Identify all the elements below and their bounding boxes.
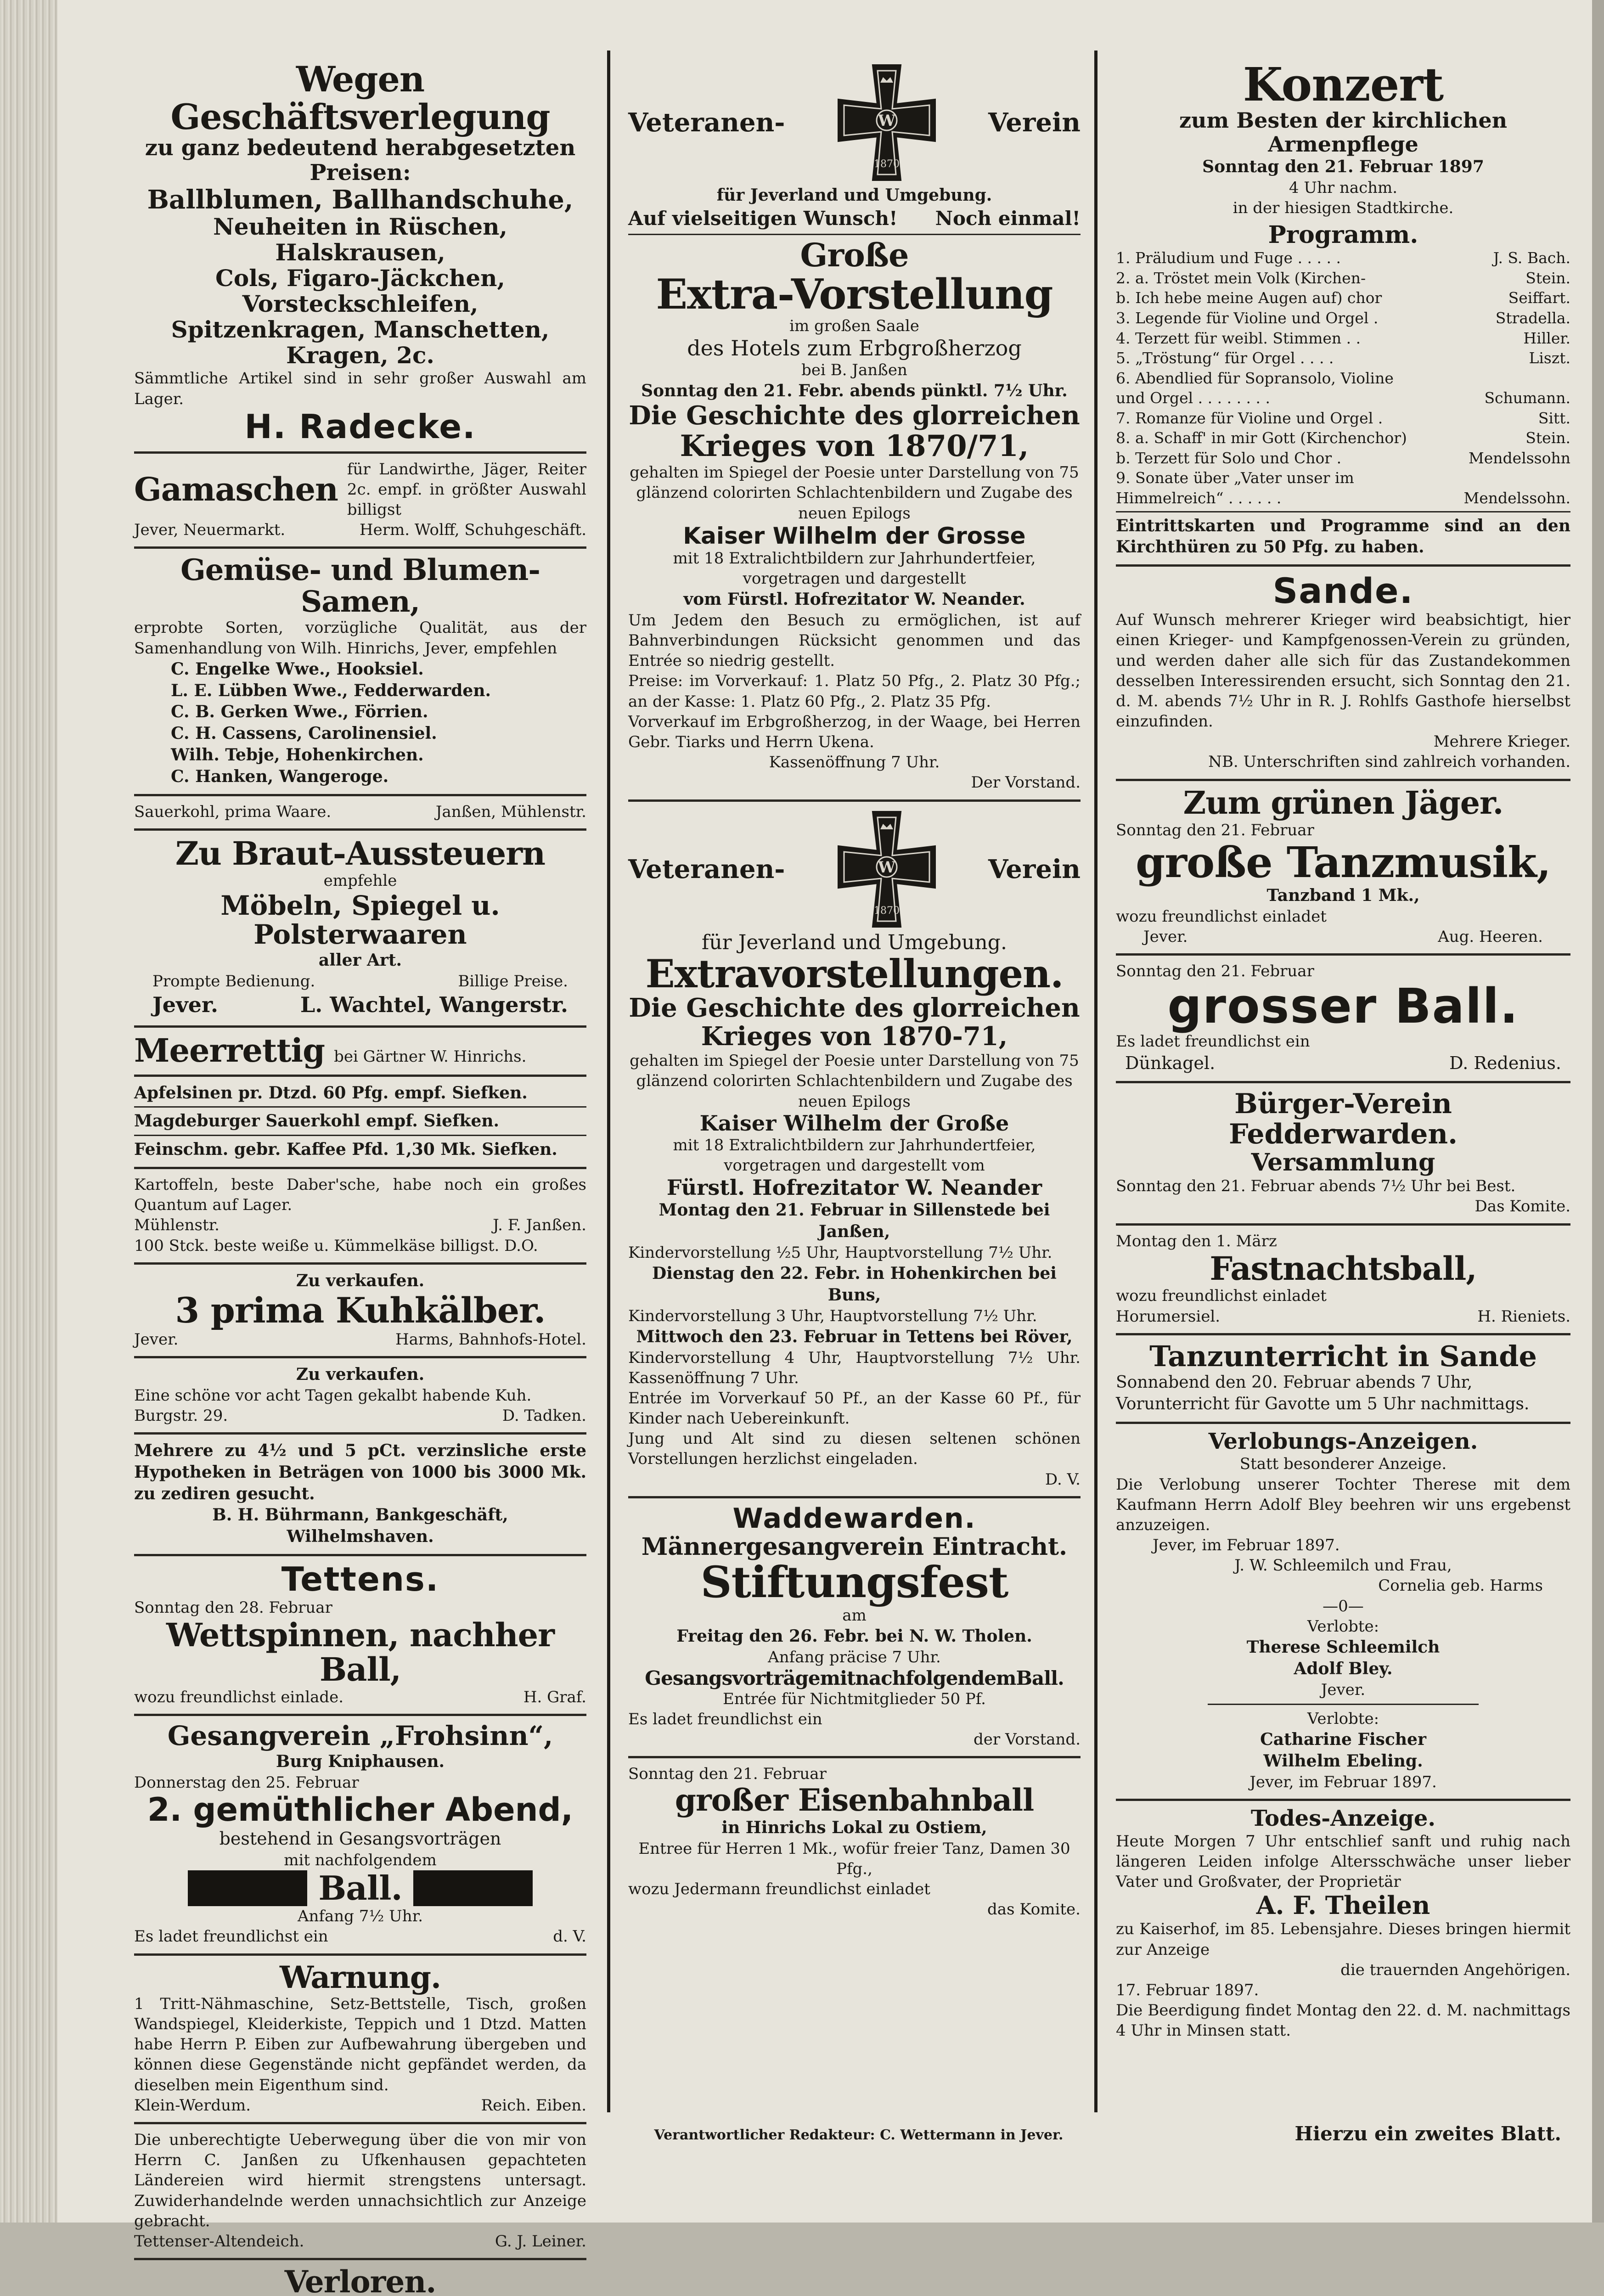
ad-main: Möbeln, Spiegel u. Polsterwaaren [220, 889, 500, 951]
ad-times: Kindervorstellung ½5 Uhr, Hauptvorstellung 7½ Uhr. [628, 1243, 1052, 1262]
ad-fastnachtsball [1116, 1226, 1570, 1335]
ad-text: Die Beerdigung findet Montag den 22. d. M. nachmittags 4 Uhr in Minsen statt. [1116, 2001, 1570, 2040]
ad-big: Extra-Vorstellung [656, 270, 1053, 319]
ad-signature: Der Vorstand. [971, 773, 1081, 792]
ad-signature: der Vorstand. [974, 1730, 1081, 1749]
ad-text: mit 18 Extralichtbildern zur Jahrhundertfeier, vorgetragen und dargestellt [673, 549, 1036, 588]
dealer-item: C. Hanken, Wangeroge. [171, 766, 389, 786]
ad-band: Tanzband 1 Mk., [1266, 885, 1420, 905]
ad-item: Ballblumen, Ballhandschuhe, [147, 184, 574, 215]
ad-text: 1 Tritt-Nähmaschine, Setz-Bettstelle, Tisch, großen Wandspiegel, Kleiderkiste, Teppich und 1 Dtzd. Matten habe Herrn P. Eiben zur Aufbewahrung übergeben und können diese Gegenstände nicht gepfändet werden, da dieselben mein Eigenthum sind. [134, 1994, 586, 2094]
ad-signature: Cornelia geb. Harms [1378, 1576, 1543, 1595]
ad-title: Wegen Geschäftsverlegung [170, 59, 550, 138]
ad-name: A. F. Theilen [1256, 1891, 1430, 1920]
svg-text:W: W [878, 112, 895, 130]
ad-place: Jever. [152, 992, 219, 1018]
ad-title: Waddewarden. [732, 1502, 976, 1535]
ad-text: Entree für Herren 1 Mk., wofür freier Tanz, Damen 30 Pfg., [638, 1839, 1070, 1878]
ad-place: bei B. Janßen [801, 361, 907, 380]
ad-signature: J. F. Janßen. [493, 1216, 586, 1235]
iron-cross-icon [827, 807, 946, 931]
ad-samen [134, 549, 586, 796]
program-item: 8. a. Schaff' in mir Gott (Kirchenchor) Stein. [1116, 429, 1570, 447]
ad-text: bestehend in Gesangsvorträgen [219, 1828, 501, 1849]
program-item: 5. „Tröstung“ für Orgel . . . . Liszt. [1116, 349, 1570, 367]
ad-title: Todes-Anzeige. [1250, 1805, 1436, 1831]
dealer-item: C. B. Gerken Wwe., Förrien. [171, 702, 428, 722]
ad-big: große Tanzmusik, [1136, 838, 1551, 888]
ad-frohsinn [134, 1716, 586, 1955]
ad-signature: Mehrere Krieger. [1433, 732, 1570, 751]
ad-title: Die Geschichte des glorreichen [629, 993, 1080, 1024]
ad-club: Männergesangverein Eintracht. [641, 1532, 1068, 1561]
ad-text: zu Kaiserhof, im 85. Lebensjahre. Dieses bringen hiermit zur Anzeige [1116, 1920, 1570, 1959]
ad-title: 3 prima Kuhkälber. [175, 1289, 546, 1331]
ad-text: Mehrere zu 4½ und 5 pCt. verzinsliche erste Hypotheken in Beträgen von 1000 bis 3000 Mk. zu zediren gesucht. [134, 1441, 586, 1503]
program-item: 3. Legende für Violine und Orgel . Stradella. [1116, 309, 1570, 327]
ad-title: Gemüse- und Blumen-Samen, [180, 553, 540, 619]
ad-region: für Jeverland und Umgebung. [702, 930, 1007, 954]
column-right [1116, 55, 1570, 2048]
ad-title: Tettens. [281, 1559, 439, 1598]
ad-signature: B. H. Bührmann, Bankgeschäft, [212, 1505, 508, 1525]
ad-place: Burg Kniphausen. [276, 1752, 445, 1772]
program-item: 6. Abendlied für Sopransolo, Violine [1116, 369, 1394, 387]
ad-big: Stiftungsfest [700, 1557, 1008, 1608]
ad-invite: wozu freundlichst einladet [1116, 907, 1327, 926]
ad-performer: vom Fürstl. Hofrezitator W. Neander. [683, 590, 1025, 609]
ad-signature: J. W. Schleemilch und Frau, [1234, 1556, 1452, 1575]
ad-warnung [134, 1956, 586, 2124]
ad-ball: Ball. [318, 1868, 402, 1908]
ad-title: Zum grünen Jäger. [1183, 784, 1503, 822]
ad-text: bei Gärtner W. Hinrichs. [334, 1047, 527, 1066]
program-title: Programm. [1268, 221, 1418, 249]
ad-signature: H. Rieniets. [1477, 1307, 1570, 1326]
ad-big: Große [800, 236, 909, 275]
ad-subtitle: zu ganz bedeutend herabgesetzten Preisen: [145, 135, 576, 186]
ad-sub: Versammlung [1251, 1148, 1435, 1177]
ad-region: für Jeverland und Umgebung. [716, 186, 992, 205]
ad-name: Adolf Bley. [1294, 1659, 1393, 1678]
ad-signature: D. Redenius. [1449, 1052, 1561, 1073]
ad-cry: Auf vielseitigen Wunsch! [628, 207, 898, 230]
ad-signature: L. Wachtel, Wangerstr. [300, 992, 568, 1018]
ad-signature: H. Graf. [523, 1688, 586, 1707]
program-item: 9. Sonate über „Vater unser im [1116, 469, 1354, 487]
editor-line: Verantwortlicher Redakteur: C. Wettermann in Jever. [654, 2127, 1064, 2143]
ad-title: Meerrettig [134, 1031, 325, 1069]
ad-signature: Aug. Heeren. [1438, 927, 1543, 946]
ad-place: Jever. [1321, 1680, 1366, 1699]
ad-signature: Janßen, Mühlenstr. [435, 802, 586, 821]
ad-verlobung [1116, 1424, 1570, 1801]
ad-veteranen-2 [628, 802, 1081, 1498]
ad-line: GesangsvorträgemitnachfolgendemBall. [645, 1666, 1064, 1689]
ad-sande [1116, 567, 1570, 781]
ad-note: NB. Unterschriften sind zahlreich vorhanden. [1208, 753, 1570, 771]
ad-text: gehalten im Spiegel der Poesie unter Darstellung von 75 glänzend colorirten Schlachtenbildern und Zugabe des neuen Epilogs [630, 463, 1079, 523]
ad-text: erprobte Sorten, vorzügliche Qualität, aus der Samenhandlung von Wilh. Hinrichs, Jever, empfehlen [134, 619, 586, 658]
ad-title: Gesangverein „Frohsinn“, [167, 1720, 553, 1752]
ad-sub: aller Art. [318, 951, 402, 970]
ad-grosser-ball [1116, 956, 1570, 1083]
black-rule [188, 1870, 307, 1906]
ad-date: Sonntag den 21. Februar 1897 [1202, 157, 1484, 177]
column-middle [628, 55, 1081, 1926]
ad-title: Verlobungs-Anzeigen. [1208, 1428, 1478, 1454]
dealer-item: Wilh. Tebje, Hohenkirchen. [171, 745, 424, 765]
ad-title: Krieges von 1870-71, [701, 1021, 1008, 1052]
ad-konzert [1116, 55, 1570, 567]
ad-kaiser: Kaiser Wilhelm der Große [699, 1110, 1009, 1136]
ad-title: Zu Braut-Aussteuern [175, 834, 546, 872]
ad-date: Sonntag den 21. Februar [1116, 962, 1314, 981]
ad-prices: Preise: im Vorverkauf: 1. Platz 50 Pfg., 2. Platz 30 Pfg.; an der Kasse: 1. Platz 60 Pfg., 2. Platz 35 Pfg. [628, 672, 1081, 711]
page-stack-edge [0, 0, 57, 2223]
ad-signature: Harms, Bahnhofs-Hotel. [395, 1330, 586, 1349]
ad-signature: Wilhelmshaven. [287, 1527, 434, 1547]
ad-date: Freitag den 26. Febr. bei N. W. Tholen. [676, 1626, 1032, 1646]
ad-item: Neuheiten in Rüschen, Halskrausen, [213, 213, 507, 266]
page-right-edge [1592, 0, 1604, 2223]
ad-signature: Das Komite. [1475, 1197, 1570, 1216]
iron-cross-icon [827, 61, 946, 185]
ad-main: 2. gemüthlicher Abend, [147, 1791, 574, 1829]
ad-text: Prompte Bedienung. [152, 972, 315, 990]
ad-title: Krieges von 1870/71, [680, 428, 1029, 463]
ad-text: Sonntag den 21. Februar abends 7½ Uhr bei Best. [1116, 1177, 1516, 1196]
ad-label: Verlobte: [1307, 1709, 1379, 1728]
ad-signature: d. V. [553, 1927, 586, 1946]
ad-big: Extravorstellungen. [645, 951, 1064, 996]
ad-big: grosser Ball. [1167, 978, 1519, 1035]
ad-invite: Es ladet freundlichst ein [628, 1710, 822, 1728]
ad-signature: D. V. [1045, 1470, 1081, 1489]
ad-kartoffeln [134, 1169, 586, 1265]
ad-title: Bürger-Verein Fedderwarden. [1229, 1088, 1458, 1151]
program-item: 4. Terzett für weibl. Stimmen . . Hiller. [1116, 329, 1570, 347]
ad-text: Eine schöne vor acht Tagen gekalbt habende Kuh. [134, 1386, 532, 1405]
ad-wachtel [134, 831, 586, 1028]
ad-todes [1116, 1801, 1570, 2048]
ad-place: Jever, im Februar 1897. [1153, 1536, 1340, 1555]
ad-place: Jever. [134, 1330, 179, 1349]
ad-signature: H. Radecke. [244, 407, 476, 446]
ad-date: Montag den 1. März [1116, 1232, 1277, 1250]
ad-sauerkohl [134, 796, 586, 831]
ad-main: Wettspinnen, nachher Ball, [166, 1615, 555, 1689]
ad-invite: wozu freundlichst einladet [1116, 1287, 1327, 1306]
ad-date: Sonntag den 21. Februar [628, 1765, 827, 1784]
ad-veteranen-1 [628, 55, 1081, 802]
ad-entree: Entrée im Vorverkauf 50 Pf., an der Kasse 60 Pf., für Kinder nach Uebereinkunft. [628, 1389, 1081, 1428]
ad-kuhkaelber [134, 1265, 586, 1358]
ad-invite: wozu Jedermann freundlichst einladet [628, 1880, 930, 1898]
ad-text: Heute Morgen 7 Uhr entschlief sanft und ruhig nach längeren Leiden infolge Altersschwäche unser lieber Vater und Großvater, der Proprietär [1116, 1832, 1570, 1891]
ad-title: Sande. [1272, 570, 1414, 612]
ad-item: Cols, Figaro-Jäckchen, Vorsteckschleifen, [215, 264, 505, 318]
ad-waddewarden [628, 1498, 1081, 1758]
ad-times: Kindervorstellung 3 Uhr, Hauptvorstellung 7½ Uhr. [628, 1306, 1037, 1325]
ad-title: Tanzunterricht in Sande [1149, 1339, 1537, 1373]
ad-text: Kartoffeln, beste Daber'sche, habe noch ein großes Quantum auf Lager. [134, 1175, 586, 1215]
ad-text: Sauerkohl, prima Waare. [134, 802, 332, 821]
ad-big: großer Eisenbahnball [675, 1782, 1034, 1818]
ad-text: Anfang 7½ Uhr. [297, 1907, 423, 1926]
second-sheet-note: Hierzu ein zweites Blatt. [1294, 2122, 1561, 2145]
ad-title: Warnung. [279, 1959, 441, 1995]
ad-item: Spitzenkragen, Manschetten, Kragen, 2c. [171, 316, 550, 369]
ad-signature: G. J. Leiner. [495, 2232, 586, 2251]
ad-text: wozu freundlichst einlade. [134, 1688, 344, 1707]
ad-line: Apfelsinen pr. Dtzd. 60 Pfg. empf. Siefken. [134, 1083, 528, 1103]
ad-title-right: Verein [988, 854, 1081, 884]
ad-date: Sonntag den 21. Februar [1116, 821, 1314, 840]
ad-text: gehalten im Spiegel der Poesie unter Darstellung von 75 glänzend colorirten Schlachtenbildern und Zugabe des neuen Epilogs [630, 1052, 1079, 1111]
ad-big: Fastnachtsball, [1210, 1249, 1477, 1288]
ad-sub: Statt besonderer Anzeige. [1239, 1455, 1447, 1474]
ad-title-left: Veteranen- [628, 107, 785, 138]
program-item: 7. Romanze für Violine und Orgel . Sitt. [1116, 409, 1570, 427]
ad-signature: Reich. Eiben. [481, 2096, 586, 2115]
cross-year: 1870 [873, 158, 900, 170]
ad-verloren [134, 2260, 586, 2296]
ad-text: Auf Wunsch mehrerer Krieger wird beabsichtigt, hier einen Krieger- und Kampfgenossen-Verein zu gründen, und werden daher alle sich für das Zustandekommen desselben Interessirenden ersucht, sich Sonntag den 21. d. M. abends 7½ Uhr in R. J. Rohlfs Gasthofe hierselbst einzufinden. [1116, 611, 1570, 731]
ad-date: Sonntag den 28. Februar [134, 1598, 332, 1617]
program-list [1116, 248, 1570, 508]
ad-name: Wilhelm Ebeling. [1263, 1751, 1423, 1771]
ad-tadken [134, 1358, 586, 1435]
ad-date: Montag den 21. Februar in Sillenstede bei Janßen, [658, 1200, 1050, 1241]
program-item: 2. a. Tröstet mein Volk (Kirchen- Stein. [1116, 269, 1570, 287]
ad-cry: Noch einmal! [935, 207, 1081, 230]
ad-radecke [134, 55, 586, 454]
program-item: und Orgel . . . . . . . . Schumann. [1116, 389, 1570, 407]
ad-place: Dünkagel. [1125, 1052, 1216, 1073]
program-item: b. Terzett für Solo und Chor . Mendelssohn [1116, 449, 1570, 467]
separator: —0— [1323, 1597, 1364, 1615]
ad-buergerverein [1116, 1083, 1570, 1226]
ad-name: Therese Schleemilch [1246, 1638, 1440, 1657]
dealer-item: C. Engelke Wwe., Hooksiel. [171, 659, 424, 679]
black-rule [413, 1870, 533, 1906]
program-item: 1. Präludium und Fuge . . . . . J. S. Bach. [1116, 249, 1570, 267]
column-rule [607, 51, 610, 2112]
ad-text: für Landwirthe, Jäger, Reiter 2c. empf. in größter Auswahl billigst [347, 460, 586, 519]
ad-title: Konzert [1243, 57, 1444, 112]
ad-gruener-jaeger [1116, 781, 1570, 956]
ad-time: 4 Uhr nachm. [1289, 178, 1398, 197]
ad-signature: die trauernden Angehörigen. [1340, 1960, 1570, 1979]
ad-line: Magdeburger Sauerkohl empf. Siefken. [134, 1111, 500, 1131]
ad-title: Verloren. [284, 2264, 436, 2296]
ad-text: Die unberechtigte Ueberwegung über die von mir von Herrn C. Janßen zu Ufkenhausen gepachteten Ländereien wird hiermit strengstens untersagt. Zuwiderhandelnde werden unnachsichtlich zur Anzeige gebracht. [134, 2130, 586, 2230]
ad-opening: Kassenöffnung 7 Uhr. [769, 753, 940, 772]
ad-text: Um Jedem den Besuch zu ermöglichen, ist auf Bahnverbindungen Rücksicht genommen und das Entrée so niedrig gestellt. [628, 611, 1081, 670]
ad-eisenbahnball [628, 1758, 1081, 1926]
column-left [134, 55, 586, 2296]
ad-place: Jever, im Februar 1897. [1249, 1773, 1437, 1791]
ad-sub: zum Besten der kirchlichen Armenpflege [1179, 108, 1508, 157]
ad-place: Jever. [1143, 927, 1188, 946]
ad-place: in der hiesigen Stadtkirche. [1233, 199, 1454, 218]
ad-presale: Vorverkauf im Erbgroßherzog, in der Waage, bei Herren Gebr. Tiarks und Herrn Ukena. [628, 712, 1081, 752]
ad-date: Mittwoch den 23. Februar in Tettens bei Röver, [636, 1327, 1073, 1346]
ad-text: mit nachfolgendem [284, 1851, 437, 1869]
ad-place: Mühlenstr. [134, 1216, 219, 1235]
ad-buehrmann [134, 1435, 586, 1556]
cross-year: 1870 [873, 905, 900, 917]
ad-tanzunterricht [1116, 1335, 1570, 1424]
ad-place: Burgstr. 29. [134, 1406, 228, 1425]
ad-label: Verlobte: [1307, 1617, 1379, 1636]
ad-place: in Hinrichs Lokal zu Ostiem, [721, 1818, 987, 1837]
ad-text: 100 Stck. beste weiße u. Kümmelkäse billigst. D.O. [134, 1236, 538, 1255]
ad-times: Kindervorstellung 4 Uhr, Hauptvorstellung 7½ Uhr. Kassenöffnung 7 Uhr. [628, 1348, 1081, 1387]
ad-place: Tettenser-Altendeich. [134, 2232, 304, 2251]
ad-date: 17. Februar 1897. [1116, 1981, 1259, 2000]
ad-place: Klein-Werdum. [134, 2096, 251, 2115]
ad-leiner [134, 2124, 586, 2260]
dealer-item: C. H. Cassens, Carolinensiel. [171, 724, 437, 743]
ad-meerrettig [134, 1028, 586, 1077]
ad-signature: das Komite. [987, 1900, 1081, 1919]
ad-signature: Herm. Wolff, Schuhgeschäft. [359, 521, 586, 540]
ad-text: Billige Preise. [458, 972, 568, 990]
ad-siefken [134, 1077, 586, 1169]
ad-start: Anfang präcise 7 Uhr. [768, 1648, 941, 1666]
ad-line: Feinschm. gebr. Kaffee Pfd. 1,30 Mk. Siefken. [134, 1140, 557, 1159]
program-item: b. Ich hebe meine Augen auf) chor Seiffart. [1116, 289, 1570, 307]
ad-tettens [134, 1556, 586, 1716]
ad-text: Sonnabend den 20. Februar abends 7 Uhr, Vorunterricht für Gavotte um 5 Uhr nachmittags. [1116, 1373, 1530, 1413]
ad-text: Es ladet freundlichst ein [134, 1927, 328, 1946]
program-item: Himmelreich“ . . . . . . Mendelssohn. [1116, 489, 1570, 507]
ad-place: Horumersiel. [1116, 1307, 1221, 1326]
ad-title: Die Geschichte des glorreichen [629, 400, 1080, 431]
ad-wolff [134, 454, 586, 549]
ad-sub: Zu verkaufen. [296, 1364, 425, 1384]
ad-text: mit 18 Extralichtbildern zur Jahrhundertfeier, vorgetragen und dargestellt vom [673, 1136, 1036, 1175]
ad-sub: empfehle [323, 872, 397, 890]
ad-kaiser: Kaiser Wilhelm der Grosse [683, 522, 1026, 549]
ad-sub: Zu verkaufen. [296, 1271, 425, 1290]
ad-name: Catharine Fischer [1260, 1729, 1426, 1749]
ad-invite: Jung und Alt sind zu diesen seltenen schönen Vorstellungen herzlichst eingeladen. [628, 1429, 1081, 1469]
ad-place: des Hotels zum Erbgroßherzog [687, 335, 1022, 360]
ad-text: am [842, 1606, 867, 1625]
ad-performer: Fürstl. Hofrezitator W. Neander [666, 1175, 1042, 1200]
ad-invite: Es ladet freundlichst ein [1116, 1032, 1310, 1051]
column-rule [1094, 51, 1097, 2112]
ad-place: Jever, Neuermarkt. [134, 521, 286, 540]
ad-date: Donnerstag den 25. Februar [134, 1773, 359, 1792]
dealer-item: L. E. Lübben Wwe., Fedderwarden. [171, 681, 491, 700]
ad-entree: Entrée für Nichtmitglieder 50 Pf. [723, 1689, 986, 1708]
ad-place: im großen Saale [789, 317, 919, 336]
ad-text: Die Verlobung unserer Tochter Therese mit dem Kaufmann Herrn Adolf Bley beehren wir uns ergebenst anzuzeigen. [1116, 1475, 1570, 1534]
ad-title-right: Verein [988, 107, 1081, 138]
ad-title: Gamaschen [134, 470, 338, 508]
ad-tickets: Eintrittskarten und Programme sind an den Kirchthüren zu 50 Pfg. zu haben. [1116, 516, 1570, 557]
svg-text:W: W [878, 858, 895, 877]
ad-title-left: Veteranen- [628, 854, 785, 884]
ad-date: Dienstag den 22. Febr. in Hohenkirchen bei Buns, [652, 1263, 1057, 1305]
ad-note: Sämmtliche Artikel sind in sehr großer Auswahl am Lager. [134, 369, 586, 408]
ad-signature: D. Tadken. [502, 1406, 586, 1425]
ad-date: Sonntag den 21. Febr. abends pünktl. 7½ Uhr. [641, 381, 1068, 401]
